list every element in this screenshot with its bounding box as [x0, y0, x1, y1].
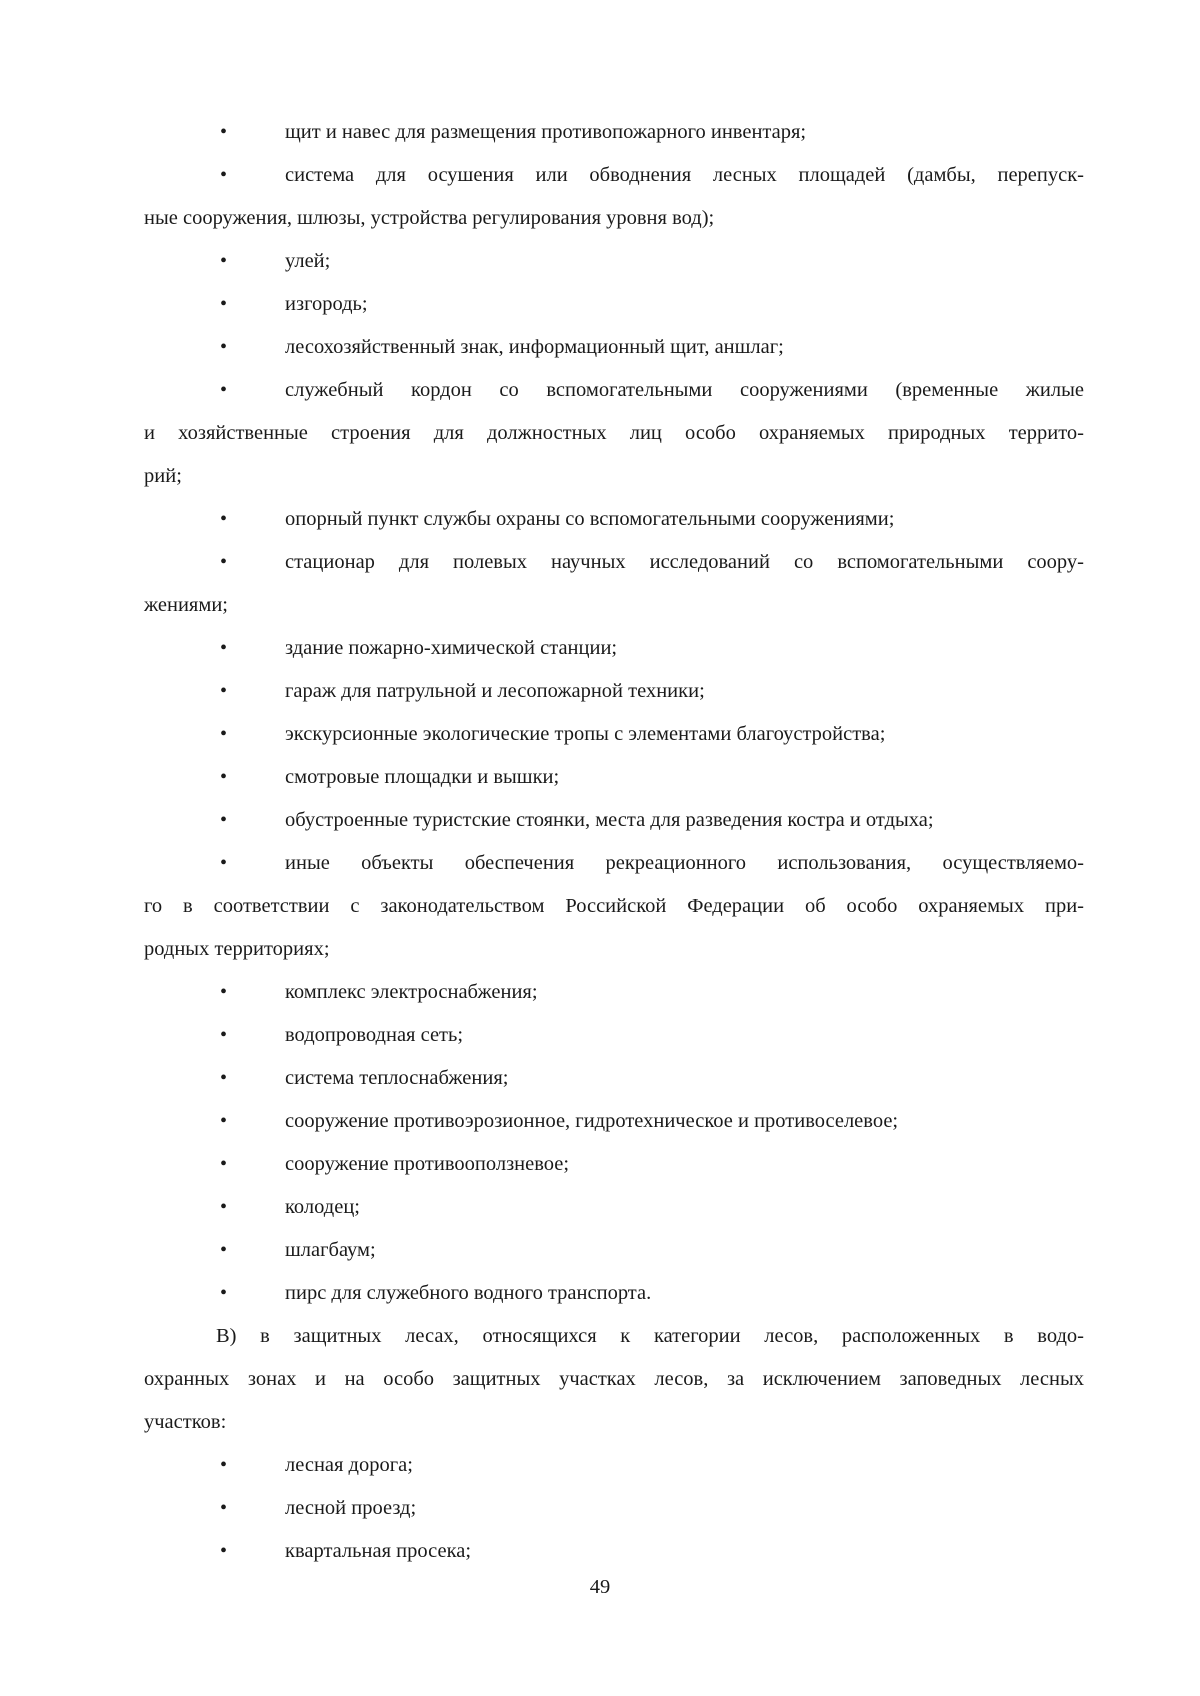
list-item [144, 799, 1084, 842]
line-text: рий; [144, 465, 182, 487]
line-text: сооружение противооползневое; [285, 1153, 570, 1175]
bullet-icon: • [220, 766, 228, 788]
line-text: родных территориях; [144, 938, 330, 960]
continuation-line [144, 584, 1084, 627]
list-item [144, 1444, 1084, 1487]
line-text: лесохозяйственный знак, информационный щит, аншлаг; [285, 336, 784, 358]
bullet-icon: • [220, 981, 228, 1003]
bullet-icon: • [220, 508, 228, 530]
bullet-icon: • [220, 336, 228, 358]
bullet-icon: • [220, 1067, 228, 1089]
line-text: охранных зонах и на особо защитных участках лесов, за исключением заповедных лесных [144, 1368, 1084, 1390]
list-item [144, 971, 1084, 1014]
line-text: лесной проезд; [285, 1497, 417, 1519]
line-text: стационар для полевых научных исследований со вспомогательными соору- [285, 551, 1084, 573]
line-text: служебный кордон со вспомогательными сооружениями (временные жилые [285, 379, 1084, 401]
bullet-icon: • [220, 1024, 228, 1046]
line-text: смотровые площадки и вышки; [285, 766, 560, 788]
continuation-line [144, 455, 1084, 498]
list-item [144, 1014, 1084, 1057]
list-item [144, 627, 1084, 670]
bullet-icon: • [220, 1153, 228, 1175]
list-item [144, 369, 1084, 412]
bullet-icon: • [220, 809, 228, 831]
line-text: колодец; [285, 1196, 360, 1218]
continuation-line [144, 928, 1084, 971]
line-text: участков: [144, 1411, 227, 1433]
continuation-line [144, 1401, 1084, 1444]
list-item [144, 1272, 1084, 1315]
line-text: и хозяйственные строения для должностных лиц особо охраняемых природных террито- [144, 422, 1084, 444]
line-text: шлагбаум; [285, 1239, 376, 1261]
line-text: щит и навес для размещения противопожарного инвентаря; [285, 121, 807, 143]
bullet-icon: • [220, 680, 228, 702]
line-text: пирс для служебного водного транспорта. [285, 1282, 652, 1304]
list-item [144, 1143, 1084, 1186]
page-number: 49 [589, 1576, 611, 1598]
bullet-icon: • [220, 1540, 228, 1562]
list-item [144, 1229, 1084, 1272]
bullet-icon: • [220, 293, 228, 315]
bullet-icon: • [220, 852, 228, 874]
line-text: экскурсионные экологические тропы с элементами благоустройства; [285, 723, 886, 745]
list-item [144, 240, 1084, 283]
bullet-icon: • [220, 164, 228, 186]
line-text: изгородь; [285, 293, 368, 315]
continuation-line [144, 197, 1084, 240]
bullet-icon: • [220, 379, 228, 401]
list-item [144, 1186, 1084, 1229]
line-text: система для осушения или обводнения лесных площадей (дамбы, перепуск- [285, 164, 1084, 186]
list-item [144, 154, 1084, 197]
line-text: иные объекты обеспечения рекреационного использования, осуществляемо- [285, 852, 1084, 874]
document-body [144, 111, 1084, 1573]
line-text: квартальная просека; [285, 1540, 472, 1562]
line-text: лесная дорога; [285, 1454, 413, 1476]
line-text: сооружение противоэрозионное, гидротехническое и противоселевое; [285, 1110, 899, 1132]
list-item [144, 498, 1084, 541]
line-text: улей; [285, 250, 331, 272]
list-item [144, 541, 1084, 584]
list-item [144, 756, 1084, 799]
line-text: комплекс электроснабжения; [285, 981, 538, 1003]
line-text: В) в защитных лесах, относящихся к категории лесов, расположенных в водо- [216, 1325, 1084, 1347]
bullet-icon: • [220, 1196, 228, 1218]
list-item [144, 1100, 1084, 1143]
line-text: жениями; [144, 594, 229, 616]
bullet-icon: • [220, 1497, 228, 1519]
list-item [144, 1487, 1084, 1530]
continuation-line [144, 1358, 1084, 1401]
bullet-icon: • [220, 1282, 228, 1304]
line-text: ные сооружения, шлюзы, устройства регулирования уровня вод); [144, 207, 715, 229]
bullet-icon: • [220, 121, 228, 143]
list-item [144, 1057, 1084, 1100]
bullet-icon: • [220, 723, 228, 745]
line-text: водопроводная сеть; [285, 1024, 464, 1046]
line-text: система теплоснабжения; [285, 1067, 509, 1089]
line-text: го в соответствии с законодательством Российской Федерации об особо охраняемых при- [144, 895, 1084, 917]
bullet-icon: • [220, 1454, 228, 1476]
bullet-icon: • [220, 637, 228, 659]
bullet-icon: • [220, 1239, 228, 1261]
list-item [144, 283, 1084, 326]
list-item [144, 842, 1084, 885]
list-item [144, 326, 1084, 369]
list-item [144, 1530, 1084, 1573]
list-item [144, 713, 1084, 756]
list-item [144, 111, 1084, 154]
bullet-icon: • [220, 250, 228, 272]
bullet-icon: • [220, 1110, 228, 1132]
line-text: опорный пункт службы охраны со вспомогательными сооружениями; [285, 508, 895, 530]
continuation-line [144, 885, 1084, 928]
bullet-icon: • [220, 551, 228, 573]
paragraph-line [144, 1315, 1084, 1358]
list-item [144, 670, 1084, 713]
line-text: обустроенные туристские стоянки, места для разведения костра и отдыха; [285, 809, 934, 831]
line-text: гараж для патрульной и лесопожарной техники; [285, 680, 705, 702]
continuation-line [144, 412, 1084, 455]
line-text: здание пожарно-химической станции; [285, 637, 618, 659]
